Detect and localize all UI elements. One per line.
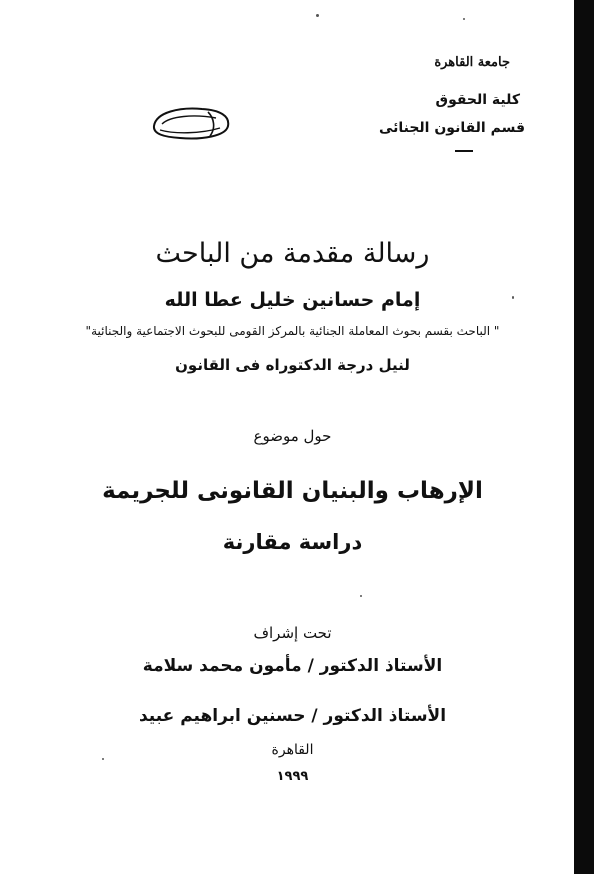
- thesis-presented-by: رسالة مقدمة من الباحث: [155, 238, 430, 269]
- faculty-name: كلية الحقوق: [435, 92, 520, 108]
- supervisor-2: الأستاذ الدكتور / حسنين ابراهيم عبيد: [138, 706, 447, 726]
- header-dash: [455, 150, 473, 152]
- author-affiliation: " الباحث بقسم بحوث المعاملة الجنائية بالمركز القومى للبحوث الاجتماعية والجنائية": [85, 324, 500, 338]
- city: القاهرة: [271, 742, 314, 758]
- scan-speck: [316, 14, 319, 17]
- author-name: إمام حسانين خليل عطا الله: [164, 289, 421, 311]
- scan-speck: [102, 758, 104, 760]
- stamp-seal-icon: [150, 104, 232, 142]
- department-name: قسم القانون الجنائى: [378, 120, 525, 136]
- scan-speck: [463, 18, 465, 20]
- year: ١٩٩٩: [276, 769, 309, 784]
- supervisor-1: الأستاذ الدكتور / مأمون محمد سلامة: [142, 656, 443, 676]
- degree-line: لنيل درجة الدكتوراه فى القانون: [175, 356, 410, 374]
- supervision-label: تحت إشراف: [253, 624, 332, 642]
- thesis-topic: الإرهاب والبنيان القانونى للجريمة: [102, 478, 483, 504]
- university-name: جامعة القاهرة: [434, 55, 510, 70]
- scan-speck: [360, 595, 362, 597]
- scan-edge-bar: [574, 0, 594, 874]
- study-type: دراسة مقارنة: [222, 530, 363, 554]
- about-topic-label: حول موضوع: [253, 427, 332, 445]
